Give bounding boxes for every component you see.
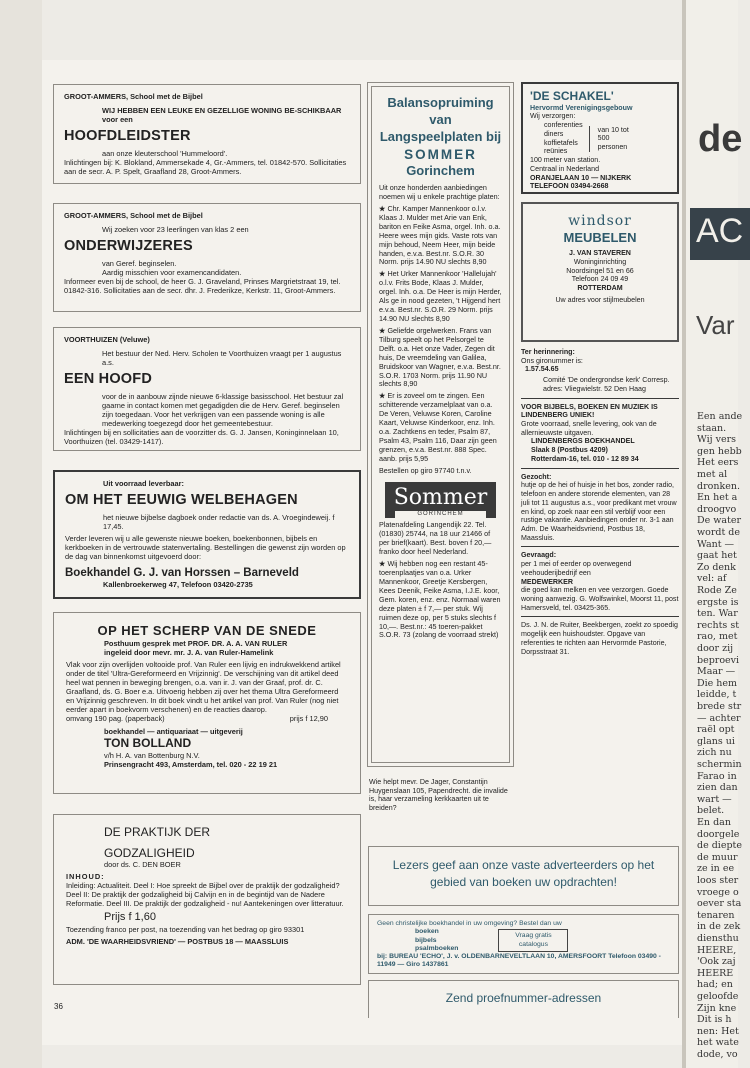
banner-proefnummer: Zend proefnummer-adressen <box>368 980 679 1018</box>
facing-text-line: Want — <box>697 538 735 550</box>
ad-sub: van Geref. beginselen. <box>102 258 177 268</box>
ad-title: HOOFDLEIDSTER <box>64 128 191 145</box>
ad-title: GODZALIGHEID <box>104 845 195 860</box>
note-kerkkaarten: Wie helpt mevr. De Jager, Constantijn Huygenslaan 105, Papendrecht. die invalide is, haar verzameling kerkkaarten uit te breiden? <box>369 778 508 812</box>
ad-onderwijzeres <box>53 203 361 312</box>
facing-text-line: dronken. <box>697 480 740 492</box>
facing-text-line: oever sta <box>697 898 742 910</box>
facing-text-line: Een ande <box>697 411 743 422</box>
facing-text-line: Wij vers <box>697 434 737 446</box>
ad-sub: Aardig misschien voor examencandidaten. <box>102 267 242 277</box>
facing-text-line: glans ui <box>697 735 735 747</box>
facing-text-line: diensthu <box>697 933 739 944</box>
ad-sub: Posthuum gesprek met PROF. DR. A. A. VAN RULER <box>104 638 288 648</box>
facing-text-line: Zijn kne <box>697 1002 737 1014</box>
ad-location: GROOT-AMMERS, School met de Bijbel <box>64 211 203 220</box>
facing-text-line: vel: af <box>697 573 727 585</box>
facing-text-line: Zo denk <box>697 561 736 573</box>
sommer-extra: ★ Wij hebben nog een restant 45-toerenplaatjes van o.a. Urker Mannenkoor, Greetje Kersbergen, Kees Deenik, Feike Asma, I.J.E. koor, Gem. koren, enz. enz. Normaal waren deze platen ± f 7,— per stuk. Wij ruimen deze op, per 5 stuks slechts f 10,—. Best.nr.: 45 toeren-pakket S.O.R. 73 (zolang de voorraad strekt) <box>379 559 501 640</box>
facing-text-line: met al <box>697 469 728 480</box>
sommer-item: ★ Er is zoveel om te zingen. Een schitterende verzamelplaat van o.a. De Veren, Veluwse Koren, Caroline Kaart, Veluwse Kinderkoor, enz. Inh. o.a. Zachtkens en teder, Psalm 87, Psalm 43, Psalm 116, Daar zijn geen grenzen, e.v.a. Best.nr. 888 Spec. aanb. prijs 5,95 <box>379 391 497 463</box>
facing-text-line: loos ster <box>697 875 739 886</box>
facing-text-line: ze in ee <box>697 863 735 875</box>
facing-text-line: nen: Het <box>697 1025 739 1037</box>
facing-text-line: wordt de <box>697 527 741 538</box>
sommer-intro: Uit onze honderden aanbiedingen noemen wij u enkele prachtige platen: <box>379 183 500 202</box>
sommer-item: ★ Het Urker Mannenkoor 'Hallelujah' o.l.v. Frits Bode, Klaas J. Mulder, orgel. Inh. o.a. De Heer is mijn Herder, Als ge in nood gezeten, 't Hijgend hert e.v.a. Best.nr. S.O.R. 29 Norm. prijs 14.90 NU slechts 8,90 <box>379 269 502 324</box>
ad-info: Inlichtingen bij en sollicitaties aan de voorzitter ds. G. J. Jansen, Koninginnelaan 10, Voorthuizen (tel. 03429-1417). <box>64 427 339 446</box>
ad-intro: Het bestuur der Ned. Herv. Scholen te Voorthuizen vraagt per 1 augustus a.s. <box>102 349 342 368</box>
facing-subtitle: Var <box>696 310 735 340</box>
facing-text-line: 'Ook zaj <box>697 956 736 968</box>
sommer-title: Gorinchem <box>406 163 475 179</box>
facing-text-line: gen hebb <box>697 445 742 457</box>
ad-gezocht: Gezocht: hutje op de hei of huisje in het bos, zonder radio, telefoon en andere storende elementen, van 28 juli tot 11 augustus a.s., voor predikant met vrouw en kind, op zoek naar een stil verblijf voor een rustige vakantie. Aanbiedingen onder nr. 3-1 aan Adm. De Waarheidsvriend, Postbus 18, Maassluis. <box>521 472 677 542</box>
ad-title: OP HET SCHERP VAN DE SNEDE <box>97 623 317 638</box>
ad-een-hoofd <box>53 327 361 451</box>
ad-hoofdleidster <box>53 84 361 184</box>
star-icon: ★ <box>379 559 388 569</box>
ad-address: Kallenbroekerweg 47, Telefoon 03420-2735 <box>103 579 253 589</box>
ad-location: GROOT-AMMERS, School met de Bijbel <box>64 92 203 101</box>
ad-shop: Boekhandel G. J. van Horssen – Barneveld <box>65 566 299 579</box>
ad-location: VOORTHUIZEN (Veluwe) <box>64 335 150 344</box>
facing-text-line: rechts st <box>697 619 740 631</box>
ad-praktijk-godzaligheid <box>53 814 361 985</box>
star-icon: ★ <box>379 325 388 335</box>
ad-body: Vlak voor zijn overlijden voltooide prof. Van Ruler een lijvig en indrukwekkend artikel onder de titel 'Ultra-Gereformeerd en Vrijzinnig'. De verschijning van dit artikel deed heel wat pennen in beweging brengen, o.a. van ir. J. van der Graaf, prof. dr. C. Graafland, ds. G. Boer e.a. Uitvoerig hebben zij over het thema Ultra Gereformeerd en Vrijzinnig geschreven. In dit boek vindt u het artikel van prof. Van Ruler (nog niet eerder apart in boekvorm verschenen) en de reacties daarop. <box>66 659 341 715</box>
ad-price: Prijs f 1,60 <box>104 911 156 924</box>
ad-shop: TON BOLLAND <box>104 736 192 751</box>
facing-text-line: ten. War <box>697 608 738 620</box>
ad-size: omvang 190 pag. (paperback) <box>66 714 165 724</box>
ad-shoptype: boekhandel — antiquariaat — uitgeverij <box>104 727 243 737</box>
facing-text-line: Die hem <box>697 677 738 689</box>
facing-text-line: schermin <box>697 759 742 770</box>
facing-page <box>686 0 744 1068</box>
sommer-title: van <box>429 111 452 127</box>
banner-lezers: Lezers geef aan onze vaste adverteerders op het gebied van boeken uw opdrachten! <box>368 846 679 906</box>
ad-body: Verder leveren wij u alle gewenste nieuwe boeken, boekenbonnen, bijbels en kerkboeken in de vertrouwde statenvertaling. Bestellingen die gewenst zijn worden op de dag van binnenkomst uitgevoerd door: <box>65 533 346 561</box>
facing-text-line: beproevi <box>697 654 740 666</box>
ad-intro: Wij zoeken voor 23 leerlingen van klas 2 een <box>102 225 249 235</box>
facing-text-line: En het a <box>697 492 738 504</box>
facing-text-line: Dit is h <box>697 1014 732 1026</box>
facing-text-line: belet. <box>697 805 725 817</box>
facing-text-line: leidde, t <box>697 689 737 701</box>
facing-text-line: Farao in <box>697 770 737 782</box>
ad-address: Prinsengracht 493, Amsterdam, tel. 020 - 22 19 21 <box>104 759 278 769</box>
ad-scherp-van-de-snede <box>53 612 361 794</box>
facing-headline: de <box>698 118 743 160</box>
ad-author: door ds. C. DEN BOER <box>104 860 181 870</box>
ad-sommer <box>367 82 514 767</box>
facing-text-line: — achter <box>697 712 741 724</box>
sommer-item: ★ Geliefde orgelwerken. Frans van Tilburg speelt op het Pelsorgel te Delft. o.a. Het onze Vader, Zegen dit huis, De vreemdeling van Galilea, Bruidskoor van Wagner, e.v.a. Best.nr. S.O.R. 1703 Norm. prijs 11.90 NU slechts 8,90 <box>379 325 501 389</box>
star-icon: ★ <box>379 391 388 401</box>
ad-pre: Uit voorraad leverbaar: <box>103 479 184 488</box>
ad-eeuwig-welbehagen <box>53 470 361 599</box>
facing-text-line: had; en <box>697 979 733 991</box>
catalog-box: Vraag gratis catalogus <box>498 929 568 952</box>
sommer-address: Platenafdeling Langendijk 22. Tel. (01830) 25744, na 18 uur 21466 of per brief(kaart). Best. boven f 20,— franko door heel Nederland. <box>379 520 492 557</box>
ad-sub: ingeleid door mevr. mr. J. A. van Ruler-Hamelink <box>104 647 274 657</box>
ad-sub: het nieuwe bijbelse dagboek onder redactie van ds. A. Vroegindeweij. f 17,45. <box>103 512 335 531</box>
facing-text-line: Het eers <box>697 457 739 469</box>
facing-text-line: zien dan <box>697 782 738 794</box>
facing-text-line: HEERE, <box>697 944 737 956</box>
ad-shipping: Toezending franco per post, na toezending van het bedrag op giro 93301 <box>66 924 305 934</box>
sommer-item: ★ Chr. Kamper Mannenkoor o.l.v. Klaas J. Mulder met Arie van Enk, bariton en Feike Asma, orgel. Inh. o.a. Heere wees mijn gids. Vaste rots van mijn behoud, Neem Heer, mijn beide handen, e.v.a. Best.nr. S.O.R. 30 Norm. prijs 14.90 NU slechts 8,90 <box>379 203 501 267</box>
ad-gevraagd: Gevraagd: per 1 mei of eerder op overwegend veehouderijbedrijf een MEDEWERKER die goed kan melken en vee verzorgen. Goede woning aanwezig. G. Wolfswinkel, Moorst 11, post Hamersveld, tel. 03425-365. <box>521 551 679 612</box>
ad-windsor: windsor MEUBELEN J. VAN STAVEREN Woninginrichting Noordsingel 51 en 66 Telefoon 24 09 49 ROTTERDAM Uw adres voor stijlmeubelen <box>521 202 679 342</box>
facing-text-line: geloofde <box>697 991 739 1002</box>
page-left-margin <box>0 0 42 1068</box>
ad-contents: Inleiding: Actualiteit. Deel I: Hoe spreekt de Bijbel over de praktijk der godzaligheid? Deel II: De praktijk der godzaligheid bij Calvijn en in de begintijd van de Nadere Reformatie. Deel III. De praktijk der godzaligheid - nu! Aantekeningen over litteratuur. <box>66 881 344 909</box>
facing-text-line: wart — <box>697 793 732 805</box>
sommer-title: SOMMER <box>404 146 477 162</box>
sommer-logo: Sommer GORINCHEM <box>385 482 496 519</box>
ad-contents-label: INHOUD: <box>66 872 105 882</box>
page-number: 36 <box>54 1002 63 1011</box>
ad-sub: aan onze kleuterschool 'Hummeloord'. <box>102 148 228 158</box>
ad-title: DE PRAKTIJK DER <box>104 825 211 839</box>
facing-text-line: dode, vo <box>697 1049 738 1060</box>
facing-text-line: De water <box>697 515 742 527</box>
facing-text-line: in de zek <box>697 921 741 933</box>
facing-text-line: rao, met <box>697 631 738 643</box>
sommer-order: Bestellen op giro 97740 t.n.v. <box>379 465 472 475</box>
star-icon: ★ <box>379 203 388 213</box>
facing-text-line: ergste is <box>697 596 739 608</box>
facing-text-line: door zij <box>697 643 734 654</box>
ad-footer: ADM. 'DE WAARHEIDSVRIEND' — POSTBUS 18 — MAASSLUIS <box>66 936 289 946</box>
facing-text-line: Maar — <box>697 666 736 678</box>
ad-ruiter: Ds. J. N. de Ruiter, Beekbergen, zoekt zo spoedig mogelijk een huishoudster. Opgave van referenties te richten aan Hervormde Pastorie, Dorpsstraat 31. <box>521 621 678 656</box>
facing-text-line: de diepte <box>697 840 742 852</box>
ad-title: ONDERWIJZERES <box>64 238 193 255</box>
star-icon: ★ <box>379 269 388 279</box>
facing-text-line: vroege o <box>697 886 739 898</box>
ad-body: voor de in aanbouw zijnde nieuwe 6-klassige basisschool. Het bestuur zal gaarne in contact komen met gegadigden die de Herv. Geref. beginselen zijn toegedaan. Voor het verkrijgen van een passende woning is alle medewerking toegezegd door het gemeentebestuur. <box>102 391 344 428</box>
ad-info: Inlichtingen bij: K. Blokland, Ammersekade 4, Gr.-Ammers, tel. 01842-570. Sollicitaties aan de secr. A. P. Spelt, Graafland 28, Groot-Ammers. <box>64 157 347 176</box>
facing-text-line: zich nu <box>697 747 732 759</box>
facing-text-line: Rode Ze <box>697 585 737 596</box>
ad-lindenberg: VOOR BIJBELS, BOEKEN EN MUZIEK IS LINDENBERG UNIEK! Grote voorraad, snelle levering, ook van de allernieuwste uitgaven. LINDENBERGS BOEKHANDEL Slaak 8 (Postbus 4209) Rotterdam-16, tel. 010 - 12 89 34 <box>521 402 658 463</box>
column-right <box>521 82 679 767</box>
ad-schakel: 'DE SCHAKEL' Hervormd Verenigingsgebouw Wij verzorgen: conferenties diners koffietafels reünies van 10 tot 500 personen 100 meter van station. Centraal in Nederland ORANJELAAN 10 — NIJKERK TELEFOON 03494-2668 <box>521 82 679 194</box>
facing-box: AC <box>690 208 750 260</box>
ad-herinnering: Ter herinnering: Ons gironummer is: 1.57.54.65 Comité 'De ondergrondse kerk' Corresp. adres: Vliegwielstr. 52 Den Haag <box>521 348 670 393</box>
facing-text-line: gaat het <box>697 550 737 562</box>
facing-text-line: raël opt <box>697 724 735 736</box>
sommer-title: Balansopruiming <box>387 95 494 110</box>
ad-info: Informeer even bij de school, de heer G. J. Graveland, Prinses Margrietstraat 19, tel. 01842-316. Sollicitaties aan de secr. dhr. J. Frederikze, Kerkstr. 11, Groot-Ammers. <box>64 276 341 295</box>
facing-text-line: doorgele <box>697 828 740 840</box>
ad-owner: v/h H. A. van Bottenburg N.V. <box>104 750 200 760</box>
facing-text-line: tenaren <box>697 909 735 921</box>
facing-text-line: brede str <box>697 701 742 712</box>
ad-title: OM HET EEUWIG WELBEHAGEN <box>65 492 298 509</box>
sommer-title: Langspeelplaten bij <box>379 128 502 144</box>
ad-intro: WIJ HEBBEN EEN LEUKE EN GEZELLIGE WONING BE-SCHIKBAAR voor een <box>102 106 342 125</box>
ad-price: prijs f 12,90 <box>289 714 328 724</box>
facing-text-line: En dan <box>697 817 731 828</box>
ad-echo: Geen christelijke boekhandel in uw omgeving? Bestel dan uw boeken bijbels psalmboeken Vraag gratis catalogus bij: BUREAU 'ECHO', J. v. OLDENBARNEVELTLAAN 10, AMERSFOORT Telefoon 03490 - 11949 — Giro 1437861 <box>368 914 679 974</box>
facing-text-line: het wate <box>697 1037 739 1049</box>
facing-text-line: droogvo <box>697 503 737 515</box>
ad-title: EEN HOOFD <box>64 371 152 388</box>
facing-text-line: staan. <box>697 422 727 434</box>
facing-text-line: HEERE <box>697 967 734 979</box>
facing-text-line: de muur <box>697 851 738 863</box>
